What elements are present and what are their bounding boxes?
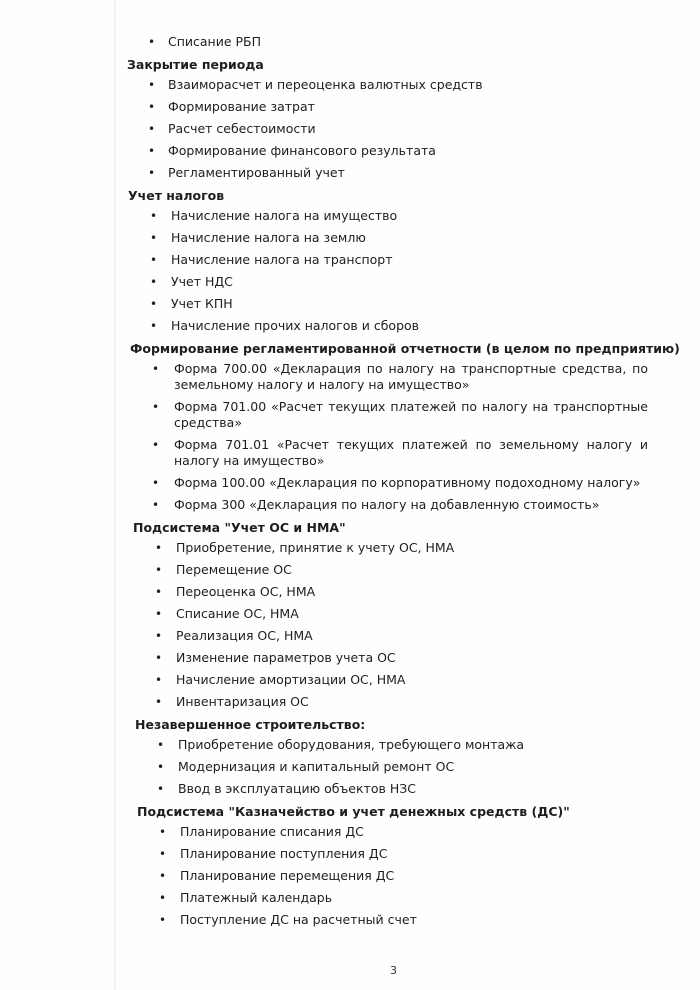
list-item-text: Приобретение, принятие к учету ОС, НМА [176, 540, 455, 555]
bullet-icon: • [159, 891, 167, 905]
list-item-text: Реализация ОС, НМА [176, 628, 313, 643]
bullet-icon: • [152, 476, 160, 490]
list-item [152, 497, 648, 513]
list-item [159, 846, 652, 862]
list-item [150, 296, 560, 312]
list-item [159, 890, 652, 906]
bullet-icon: • [148, 122, 156, 136]
list-item-text: Расчет себестоимости [168, 121, 316, 136]
list-item-text: Планирование перемещения ДС [180, 868, 395, 883]
section-heading: Учет налогов [128, 188, 225, 203]
list-item-text: Форма 100.00 «Декларация по корпоративному подоходному налогу» [174, 475, 641, 490]
bullet-icon: • [159, 847, 167, 861]
bullet-icon: • [148, 35, 156, 49]
bullet-icon: • [148, 100, 156, 114]
bullet-icon: • [155, 651, 163, 665]
bullet-icon: • [150, 319, 158, 333]
section-heading: Подсистема "Казначейство и учет денежных средств (ДС)" [137, 804, 570, 819]
bullet-icon: • [159, 825, 167, 839]
list-item [148, 77, 560, 93]
list-item-text: Переоценка ОС, НМА [176, 584, 316, 599]
bullet-icon: • [155, 695, 163, 709]
bullet-icon: • [150, 231, 158, 245]
bullet-icon: • [148, 144, 156, 158]
list-item [155, 650, 652, 666]
list-item [159, 912, 652, 928]
bullet-icon: • [155, 563, 163, 577]
list-item [155, 562, 652, 578]
list-item [155, 540, 652, 556]
list-item [148, 34, 560, 50]
list-item [157, 759, 652, 775]
bullet-icon: • [159, 869, 167, 883]
list-item-text: Начисление прочих налогов и сборов [171, 318, 420, 333]
list-item [159, 824, 652, 840]
list-item-text: Модернизация и капитальный ремонт ОС [178, 759, 455, 774]
list-item [150, 230, 560, 246]
list-item [150, 252, 560, 268]
list-item-text: Списание РБП [168, 34, 262, 49]
bullet-icon: • [148, 166, 156, 180]
bullet-icon: • [157, 782, 165, 796]
list-item [150, 208, 560, 224]
bullet-icon: • [155, 541, 163, 555]
bullet-icon: • [150, 253, 158, 267]
section-heading: Незавершенное строительство: [135, 717, 366, 732]
list-item-text: Формирование финансового результата [168, 143, 436, 158]
list-item-text: Форма 701.00 «Расчет текущих платежей по налогу на транспортные средства» [174, 399, 648, 430]
list-item [150, 274, 560, 290]
bullet-icon: • [157, 738, 165, 752]
bullet-icon: • [157, 760, 165, 774]
list-item [148, 165, 560, 181]
bullet-icon: • [150, 275, 158, 289]
list-item-text: Платежный календарь [180, 890, 333, 905]
list-item-text: Изменение параметров учета ОС [176, 650, 396, 665]
page-number: 3 [390, 964, 397, 977]
list-item-text: Планирование списания ДС [180, 824, 364, 839]
list-item [152, 361, 648, 393]
list-item [148, 143, 560, 159]
list-item-text: Форма 300 «Декларация по налогу на добавленную стоимость» [174, 497, 600, 512]
list-item-text: Начисление налога на землю [171, 230, 366, 245]
list-item-text: Инвентаризация ОС [176, 694, 309, 709]
list-item-text: Форма 701.01 «Расчет текущих платежей по земельному налогу и налогу на имущество» [174, 437, 648, 468]
list-item-text: Ввод в эксплуатацию объектов НЗС [178, 781, 416, 796]
bullet-icon: • [152, 438, 160, 452]
bullet-icon: • [159, 913, 167, 927]
list-item [150, 318, 560, 334]
list-item-text: Учет КПН [171, 296, 233, 311]
list-item [157, 737, 652, 753]
bullet-icon: • [148, 78, 156, 92]
list-item-text: Начисление амортизации ОС, НМА [176, 672, 406, 687]
list-item-text: Поступление ДС на расчетный счет [180, 912, 417, 927]
bullet-icon: • [152, 362, 160, 376]
list-item [159, 868, 652, 884]
list-item-text: Регламентированный учет [168, 165, 345, 180]
list-item [155, 606, 652, 622]
section-heading: Подсистема "Учет ОС и НМА" [133, 520, 346, 535]
list-item-text: Приобретение оборудования, требующего монтажа [178, 737, 525, 752]
list-item [152, 437, 648, 469]
bullet-icon: • [150, 297, 158, 311]
list-item-text: Формирование затрат [168, 99, 315, 114]
bullet-icon: • [152, 400, 160, 414]
bullet-icon: • [155, 673, 163, 687]
list-item-text: Начисление налога на имущество [171, 208, 398, 223]
list-item-text: Списание ОС, НМА [176, 606, 299, 621]
list-item-text: Учет НДС [171, 274, 233, 289]
list-item [155, 694, 652, 710]
list-item [152, 475, 648, 491]
bullet-icon: • [155, 629, 163, 643]
list-item [155, 672, 652, 688]
list-item [152, 399, 648, 431]
document-content [0, 34, 700, 934]
list-item-text: Планирование поступления ДС [180, 846, 388, 861]
list-item [148, 99, 560, 115]
list-item-text: Взаиморасчет и переоценка валютных средств [168, 77, 483, 92]
list-item [155, 628, 652, 644]
list-item-text: Перемещение ОС [176, 562, 292, 577]
bullet-icon: • [155, 607, 163, 621]
list-item [148, 121, 560, 137]
bullet-icon: • [152, 498, 160, 512]
list-item [155, 584, 652, 600]
list-item [157, 781, 652, 797]
section-heading: Формирование регламентированной отчетности (в целом по предприятию) [130, 341, 680, 356]
bullet-icon: • [150, 209, 158, 223]
list-item-text: Начисление налога на транспорт [171, 252, 393, 267]
list-item-text: Форма 700.00 «Декларация по налогу на транспортные средства, по земельному налогу и налогу на имущество» [174, 361, 648, 392]
bullet-icon: • [155, 585, 163, 599]
section-heading: Закрытие периода [127, 57, 264, 72]
